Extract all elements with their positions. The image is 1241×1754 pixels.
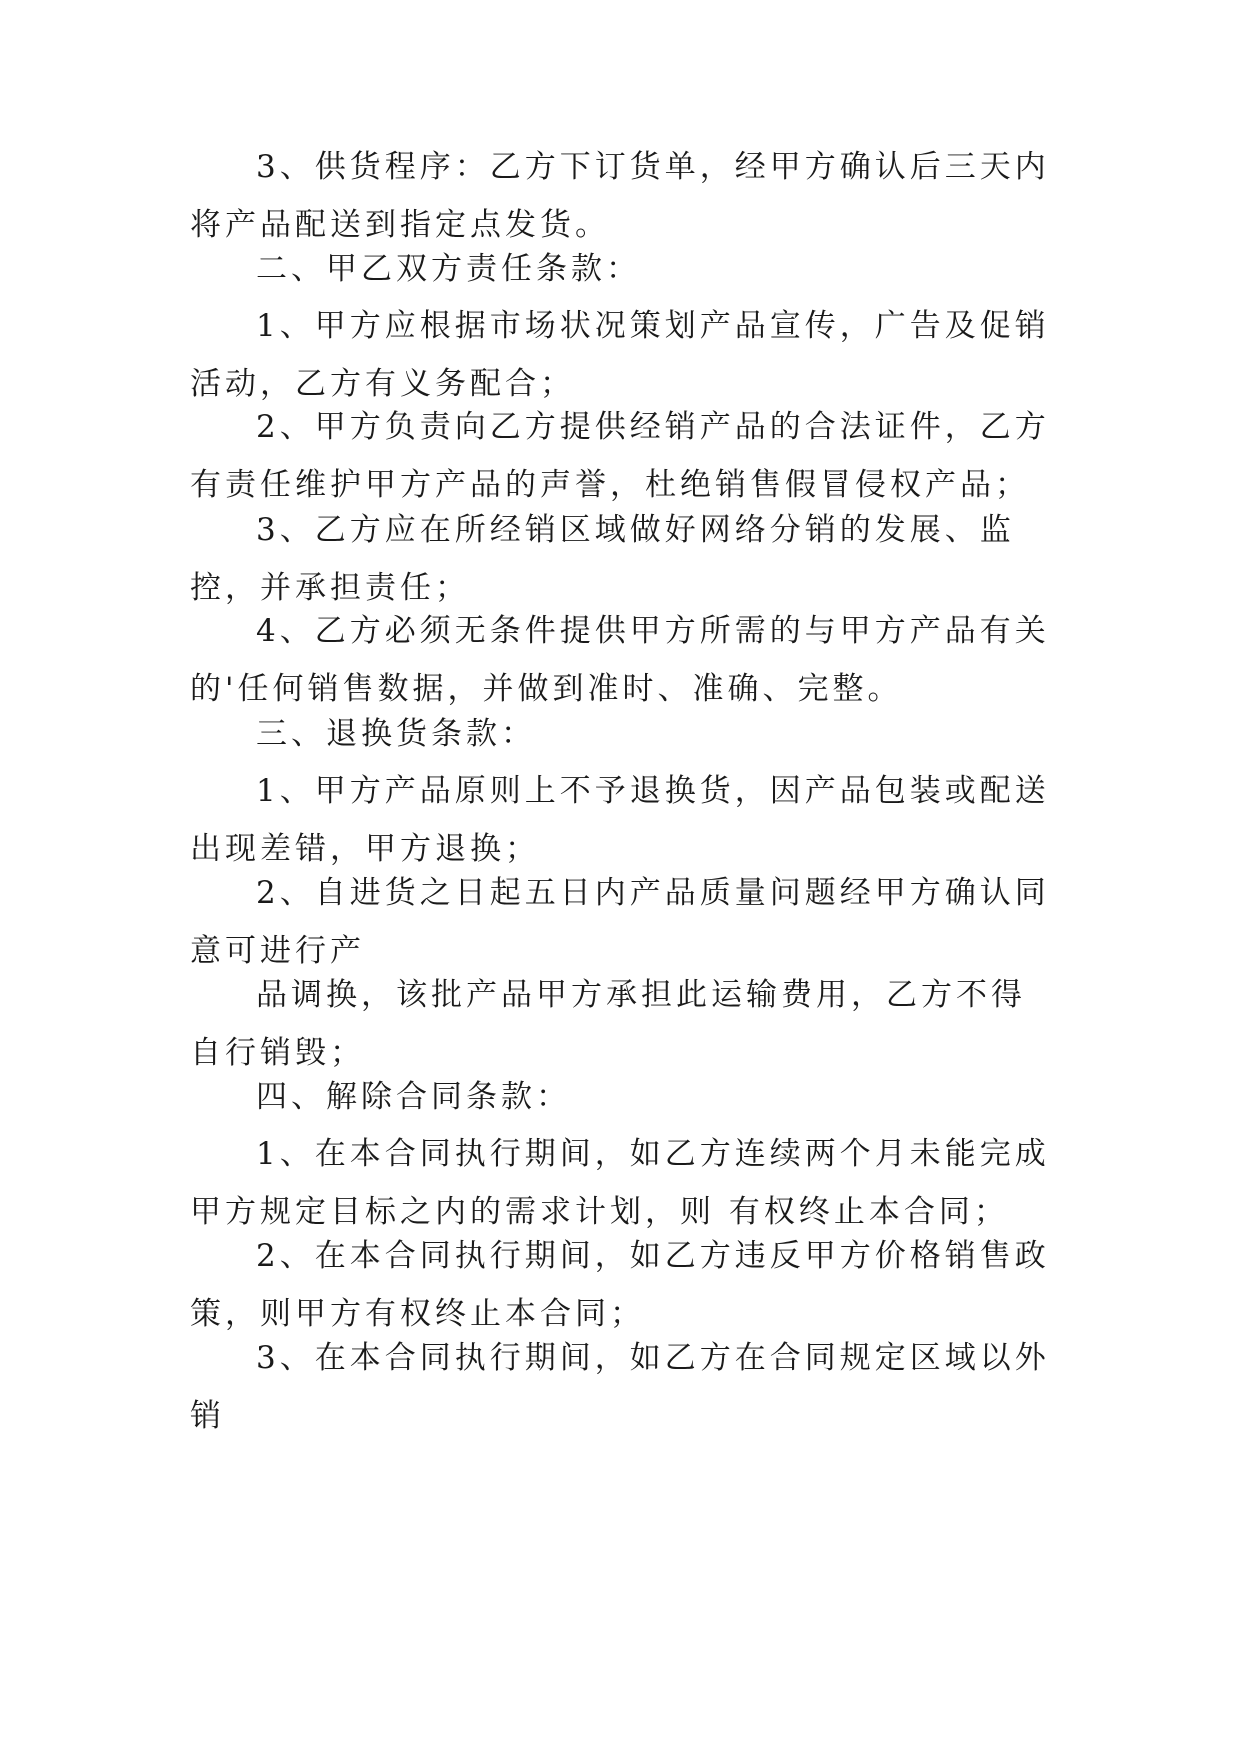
section-heading: 三、退换货条款： — [256, 716, 536, 752]
paragraph: 2、自进货之日起五日内产品质量问题经甲方确认同意可进行产 — [190, 875, 1050, 969]
paragraph: 1、甲方应根据市场状况策划产品宣传，广告及促销活动，乙方有义务配合； — [190, 308, 1050, 402]
paragraph: 2、甲方负责向乙方提供经销产品的合法证件，乙方有责任维护甲方产品的声誉，杜绝销售假冒侵权产品； — [190, 409, 1050, 503]
section-heading: 四、解除合同条款： — [256, 1079, 571, 1115]
paragraph: 1、在本合同执行期间，如乙方连续两个月未能完成甲方规定目标之内的需求计划，则 有权终止本合同； — [190, 1136, 1050, 1230]
section-heading: 二、甲乙双方责任条款： — [256, 251, 641, 287]
paragraph: 4、乙方必须无条件提供甲方所需的与甲方产品有关的'任何销售数据，并做到准时、准确、完整。 — [190, 613, 1050, 707]
paragraph: 品调换，该批产品甲方承担此运输费用，乙方不得自行销毁； — [190, 977, 1026, 1071]
paragraph: 1、甲方产品原则上不予退换货，因产品包装或配送出现差错，甲方退换； — [190, 773, 1050, 867]
paragraph: 3、乙方应在所经销区域做好网络分销的发展、监控，并承担责任； — [190, 512, 1015, 606]
paragraph: 3、在本合同执行期间，如乙方在合同规定区域以外销 — [190, 1340, 1050, 1434]
paragraph: 3、供货程序：乙方下订货单，经甲方确认后三天内将产品配送到指定点发货。 — [190, 149, 1050, 243]
paragraph: 2、在本合同执行期间，如乙方违反甲方价格销售政策，则甲方有权终止本合同； — [190, 1238, 1050, 1332]
